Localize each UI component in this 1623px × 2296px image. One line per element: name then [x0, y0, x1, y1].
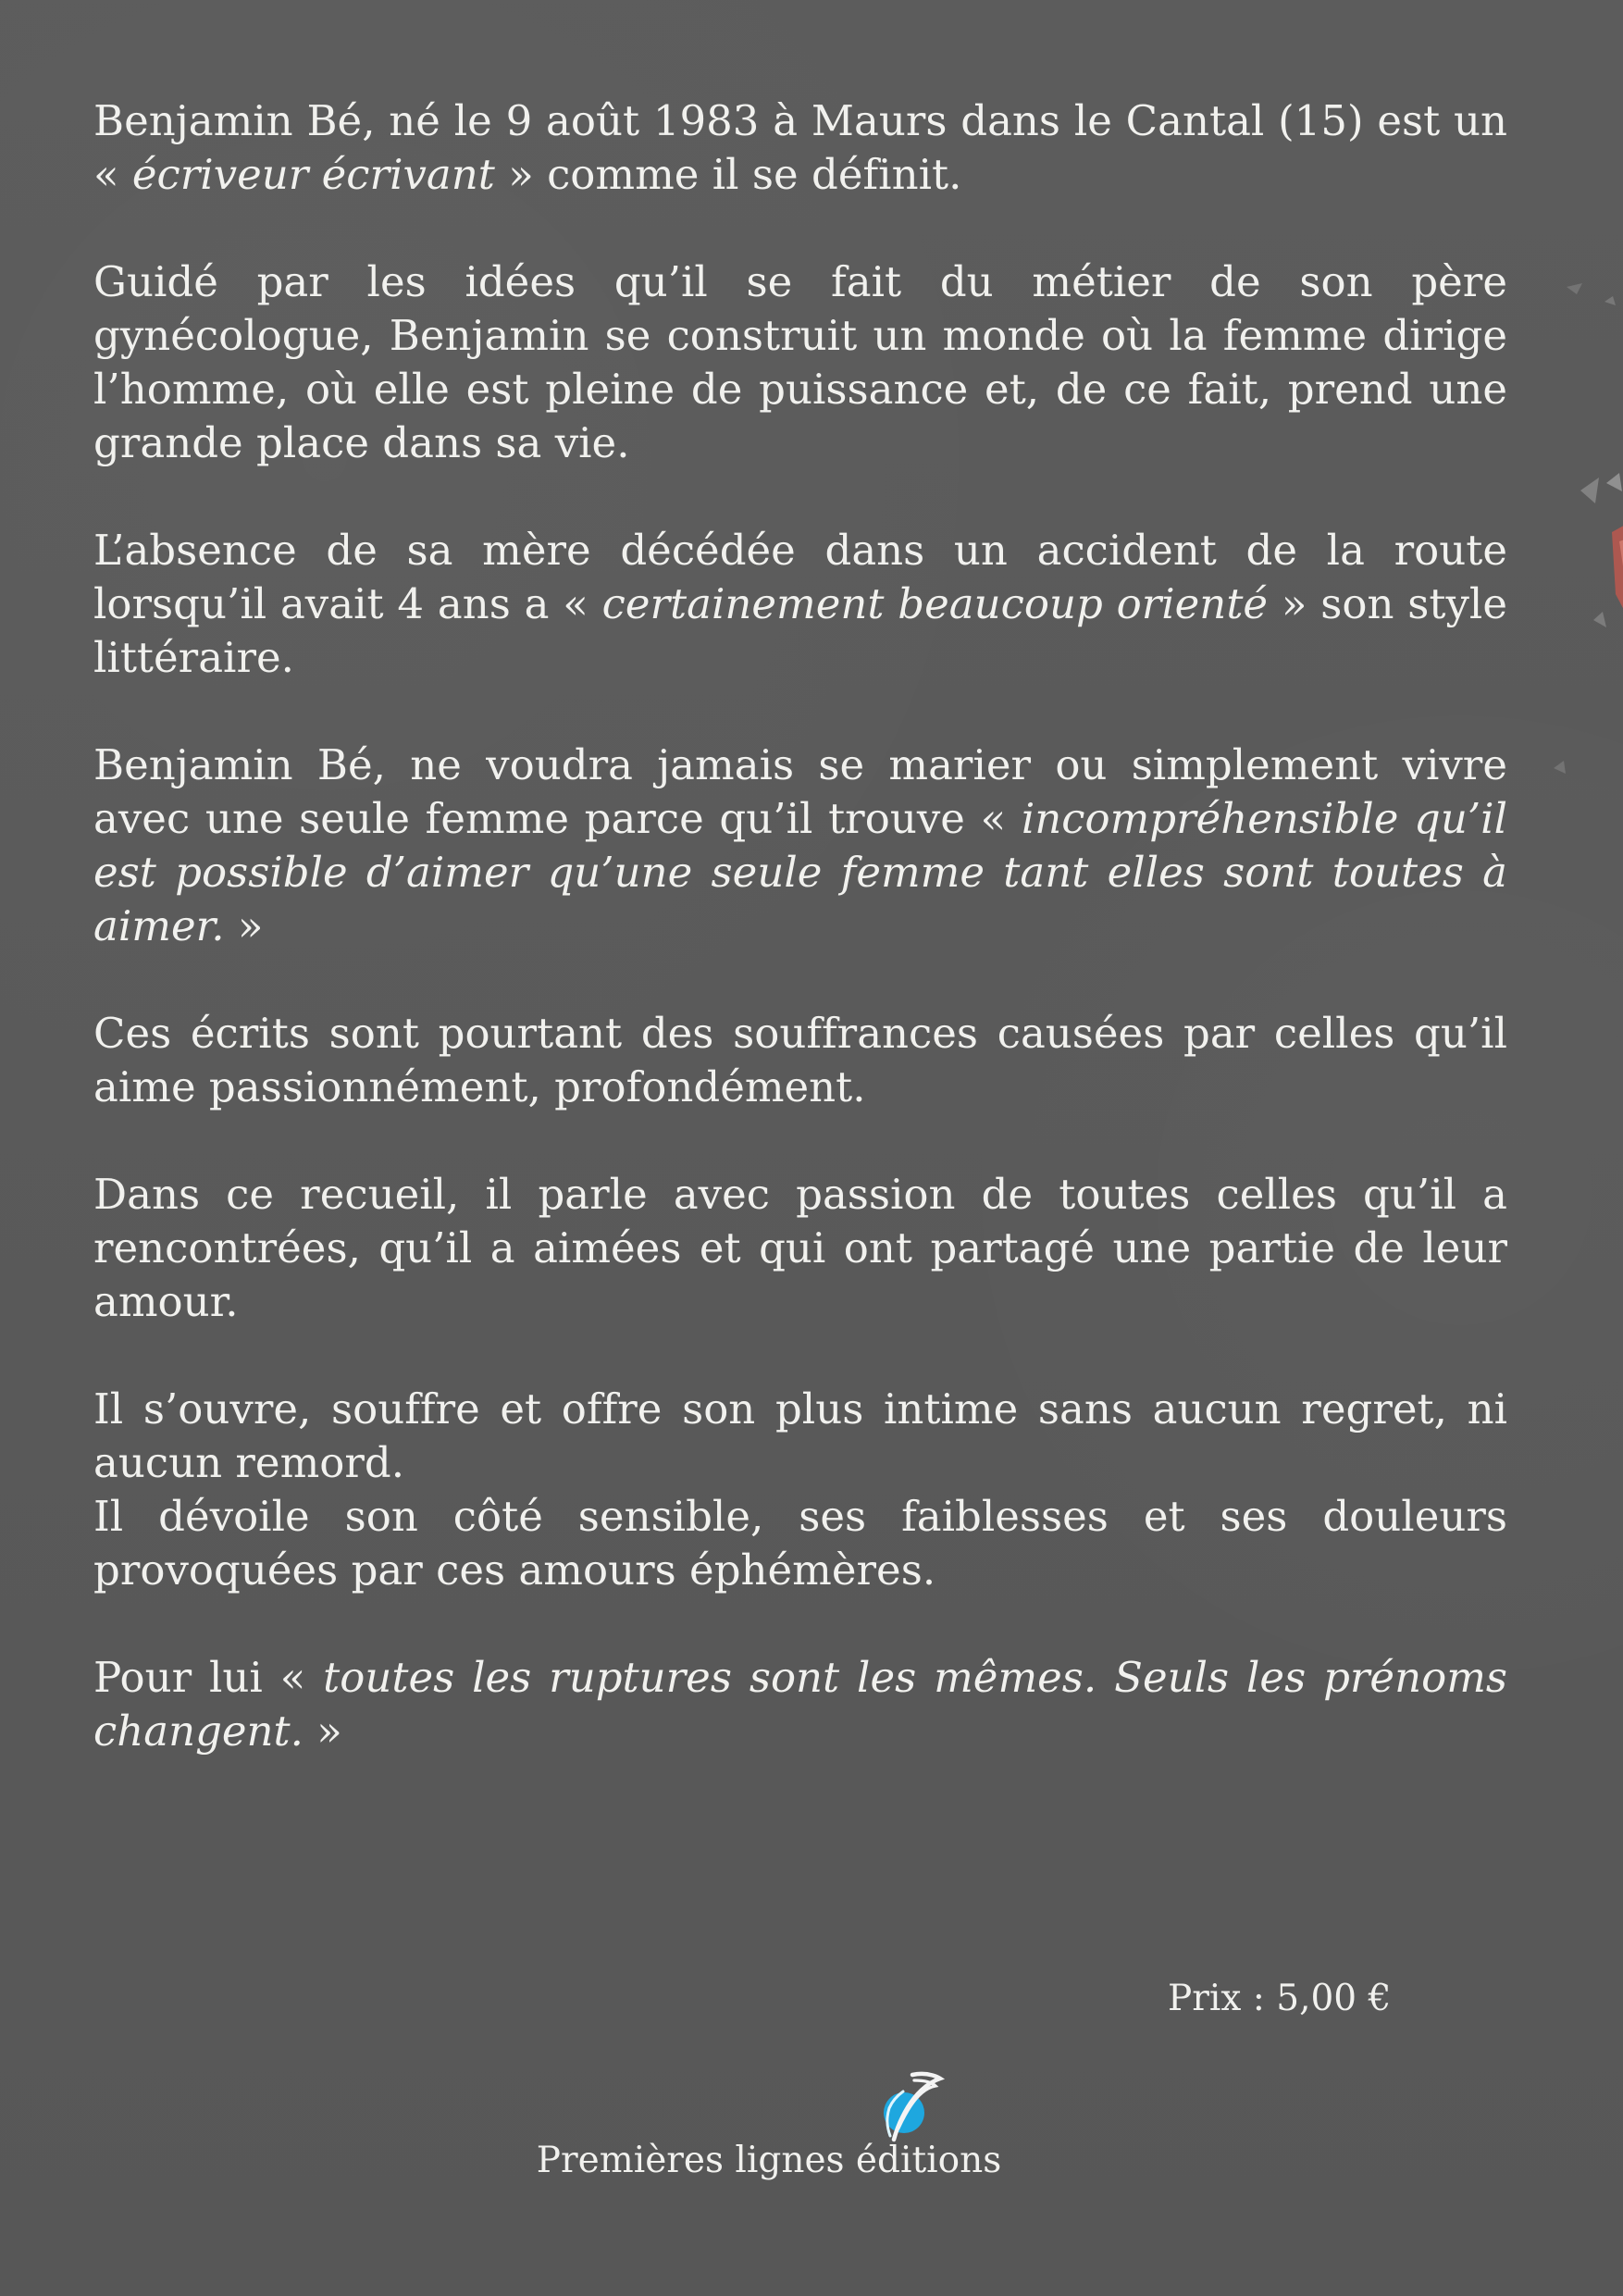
paragraph-3-quote: certainement beaucoup orienté — [601, 579, 1269, 628]
paragraph-1-quote: écriveur écrivant — [131, 150, 495, 199]
paragraph-7-line-1: Il s’ouvre, souffre et offre son plus intime sans aucun regret, ni aucun remord. — [93, 1384, 1507, 1487]
paragraph-3 — [93, 524, 1507, 685]
paragraph-4-part-1: Benjamin Bé, ne voudra jamais se marier ou simplement vivre avec une seule femme parce qu’il trouve « — [93, 740, 1507, 843]
paragraph-3-part-2: » son style littéraire. — [93, 579, 1507, 682]
paragraph-4 — [93, 738, 1507, 953]
paragraph-4-part-2: » — [224, 901, 264, 950]
paragraph-8-part-2: » — [303, 1706, 342, 1756]
paragraph-1-part-2: » comme il se définit. — [494, 150, 962, 199]
paragraph-7 — [93, 1383, 1507, 1597]
decorative-splatter — [1503, 213, 1623, 916]
paragraph-8-quote: toutes les ruptures sont les mêmes. Seuls les prénoms changent. — [93, 1653, 1507, 1756]
paragraph-6: Dans ce recueil, il parle avec passion de toutes celles qu’il a rencontrées, qu’il a aimées et qui ont partagé une partie de leur amour. — [93, 1170, 1507, 1326]
price-label: Prix : 5,00 € — [1168, 1978, 1392, 2019]
biography-text — [93, 94, 1507, 1758]
paragraph-8 — [93, 1651, 1507, 1758]
paragraph-7-line-2: Il dévoile son côté sensible, ses faiblesses et ses douleurs provoquées par ces amours éphémères. — [93, 1492, 1507, 1595]
paragraph-4-quote: incompréhensible qu’il est possible d’aimer qu’une seule femme tant elles sont toutes à aimer. — [93, 794, 1507, 950]
feather-icon — [877, 2066, 946, 2147]
paragraph-5: Ces écrits sont pourtant des souffrances causées par celles qu’il aime passionnément, profondément. — [93, 1009, 1507, 1111]
paragraph-8-part-1: Pour lui « — [93, 1653, 324, 1702]
paragraph-1-part-1: Benjamin Bé, né le 9 août 1983 à Maurs dans le Cantal (15) est un « — [93, 96, 1507, 199]
paragraph-1 — [93, 94, 1507, 202]
paragraph-2: Guidé par les idées qu’il se fait du métier de son père gynécologue, Benjamin se construit un monde où la femme dirige l’homme, où elle est pleine de puissance et, de ce fait, prend une grande place dans sa vie. — [93, 257, 1507, 467]
paragraph-3-part-1: L’absence de sa mère décédée dans un accident de la route lorsqu’il avait 4 ans a « — [93, 526, 1507, 628]
publisher-name: Premières lignes éditions — [536, 2140, 1002, 2181]
